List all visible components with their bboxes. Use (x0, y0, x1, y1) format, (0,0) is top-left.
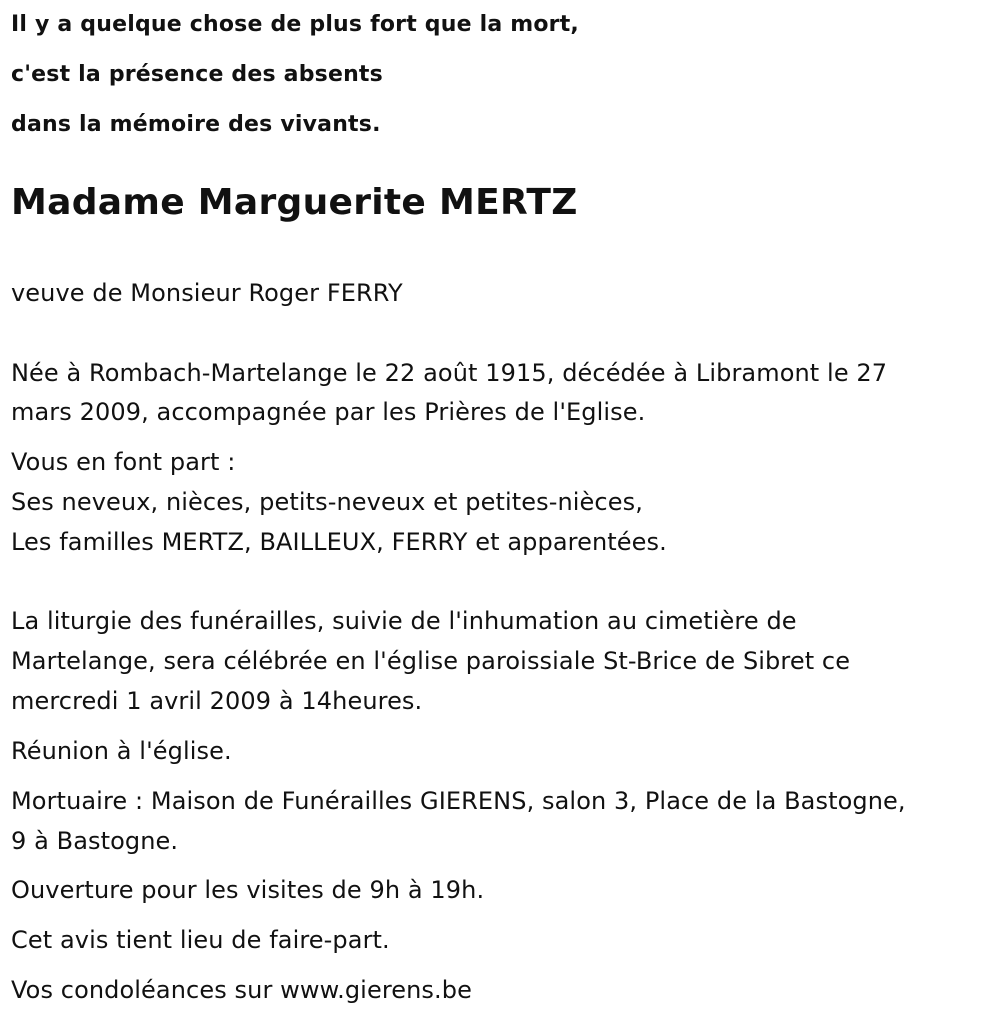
visits-line: Ouverture pour les visites de 9h à 19h. (11, 876, 485, 904)
quote-line-2: c'est la présence des absents (11, 62, 383, 87)
birth-death-line-1: Née à Rombach-Martelange le 22 août 1915, décédée à Libramont le 27 (11, 359, 888, 387)
funeral-line-1: La liturgie des funérailles, suivie de l'inhumation au cimetière de (11, 607, 797, 635)
quote-line-1: Il y a quelque chose de plus fort que la mort, (11, 12, 579, 37)
spouse-line: veuve de Monsieur Roger FERRY (11, 279, 403, 307)
funeral-line-3: mercredi 1 avril 2009 à 14heures. (11, 687, 423, 715)
condolences-line: Vos condoléances sur www.gierens.be (11, 976, 472, 1004)
meeting-line: Réunion à l'église. (11, 737, 232, 765)
mortuary-line-1: Mortuaire : Maison de Funérailles GIERENS, salon 3, Place de la Bastogne, (11, 787, 906, 815)
family-line-1: Ses neveux, nièces, petits-neveux et petites-nièces, (11, 488, 643, 516)
family-line-2: Les familles MERTZ, BAILLEUX, FERRY et apparentées. (11, 528, 667, 556)
mortuary-line-2: 9 à Bastogne. (11, 827, 179, 855)
announcement-intro: Vous en font part : (11, 448, 236, 476)
quote-line-3: dans la mémoire des vivants. (11, 112, 381, 137)
notice-line: Cet avis tient lieu de faire-part. (11, 926, 390, 954)
deceased-name: Madame Marguerite MERTZ (11, 182, 578, 223)
birth-death-line-2: mars 2009, accompagnée par les Prières de l'Eglise. (11, 398, 646, 426)
funeral-line-2: Martelange, sera célébrée en l'église paroissiale St-Brice de Sibret ce (11, 647, 851, 675)
